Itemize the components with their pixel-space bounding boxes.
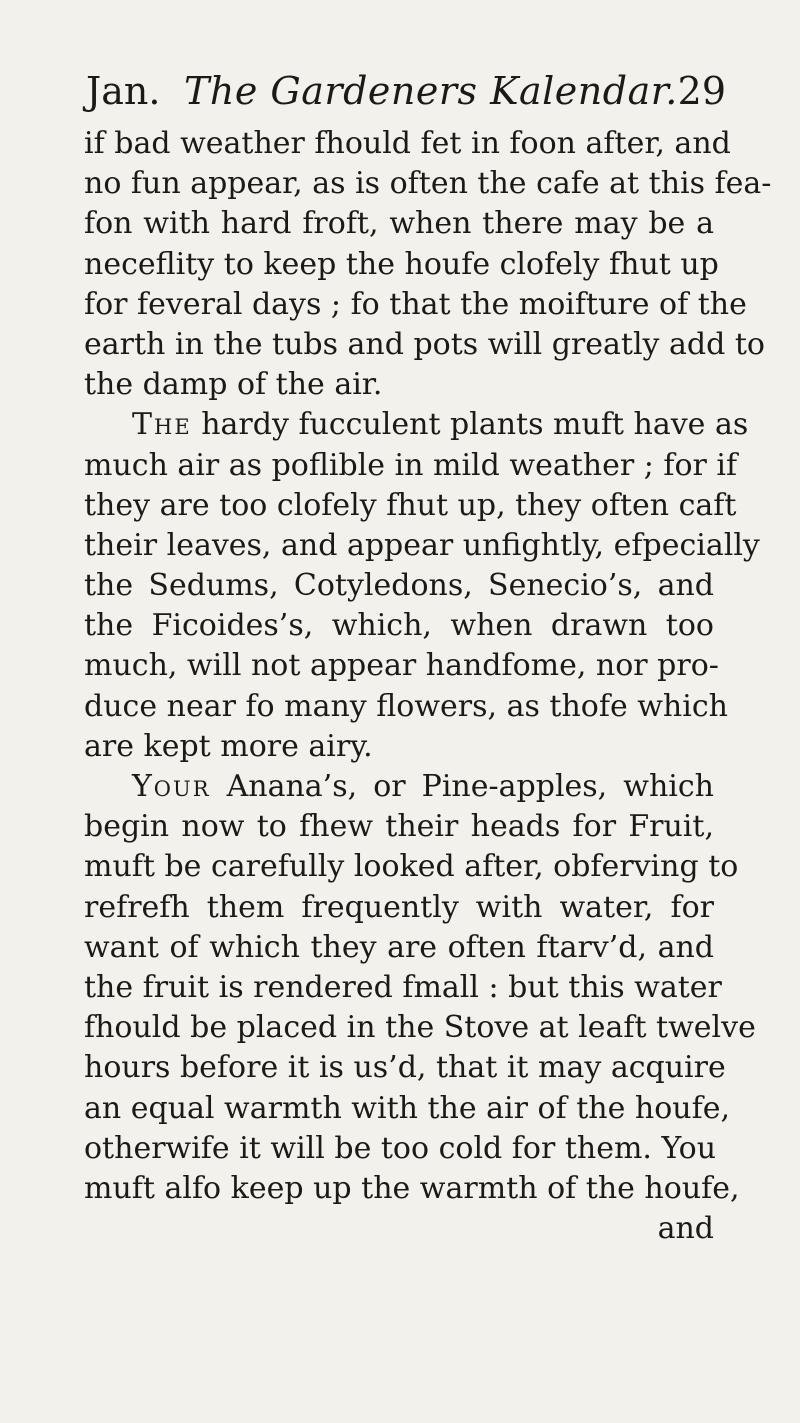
line-text: fhould be placed in the Stove at leaft twelve <box>84 1010 756 1046</box>
line-text: otherwife it will be too cold for them. You <box>84 1130 717 1166</box>
line-text: the damp of the air. <box>84 367 383 403</box>
text-line <box>84 888 714 928</box>
text-line <box>84 606 714 646</box>
text-line <box>84 405 749 445</box>
line-text: the Sedums, Cotyledons, Senecio’s, and <box>84 568 714 604</box>
text-line <box>84 164 772 204</box>
line-text: earth in the tubs and pots will greatly add to <box>84 326 765 362</box>
line-text: muft be carefully looked after, obferving to <box>84 849 739 885</box>
text-line <box>84 365 714 405</box>
text-line <box>84 1129 717 1169</box>
line-text: Anana’s, or Pine-apples, which <box>226 769 714 804</box>
line-text: no fun appear, as is often the cafe at this fea- <box>84 166 772 202</box>
line-text: duce near fo many flowers, as thofe which <box>84 688 728 724</box>
body-text <box>84 124 772 1249</box>
line-text: muft alfo keep up the warmth of the houfe, <box>84 1170 740 1206</box>
text-line <box>84 1089 730 1129</box>
line-text: want of which they are often ftarv’d, and <box>84 929 714 965</box>
line-text: the Ficoides’s, which, when drawn too <box>84 608 714 644</box>
text-line <box>84 566 714 606</box>
paragraph-lead-word: The <box>132 407 192 443</box>
line-text: fon with hard froft, when there may be a <box>84 206 714 242</box>
catchword: and <box>657 1211 714 1247</box>
text-line <box>84 1008 756 1048</box>
paragraph-lead-word: Your <box>132 769 211 804</box>
text-line <box>84 727 714 767</box>
text-line <box>84 245 719 285</box>
text-line <box>84 807 714 847</box>
text-line <box>84 847 739 887</box>
text-line <box>84 446 738 486</box>
line-text: much air as poflible in mild weather ; for if <box>84 447 738 483</box>
text-line <box>84 285 747 325</box>
text-line <box>84 1048 726 1088</box>
text-line <box>84 968 722 1008</box>
text-line <box>84 325 765 365</box>
line-text: for feveral days ; fo that the moifture of the <box>84 286 747 322</box>
line-text: begin now to fhew their heads for Fruit, <box>84 809 714 845</box>
line-text: an equal warmth with the air of the houfe, <box>84 1090 730 1126</box>
text-line <box>84 204 714 244</box>
line-text: hardy fucculent plants muft have as <box>201 407 749 443</box>
text-line <box>84 646 719 686</box>
text-line <box>84 526 760 566</box>
line-text: are kept more airy. <box>84 728 373 764</box>
page-number: 29 <box>677 69 726 113</box>
text-line <box>84 124 731 164</box>
text-line <box>84 767 714 807</box>
line-text: neceflity to keep the houfe clofely fhut up <box>84 246 719 282</box>
line-text: if bad weather fhould fet in foon after, and <box>84 126 731 161</box>
running-head <box>86 66 726 116</box>
text-line <box>84 687 728 727</box>
text-line <box>84 928 714 968</box>
line-text: much, will not appear handfome, nor pro- <box>84 648 719 684</box>
line-text: their leaves, and appear unfightly, efpecially <box>84 527 760 563</box>
line-text: hours before it is us’d, that it may acquire <box>84 1050 726 1086</box>
running-head-title: The Gardeners Kalendar. <box>184 69 678 113</box>
running-head-month: Jan. <box>86 69 161 113</box>
line-text: the fruit is rendered fmall : but this water <box>84 969 722 1005</box>
line-text: refrefh them frequently with water, for <box>84 889 714 925</box>
line-text: they are too clofely fhut up, they often caft <box>84 487 737 523</box>
text-line <box>84 1169 740 1209</box>
text-line <box>84 486 737 526</box>
